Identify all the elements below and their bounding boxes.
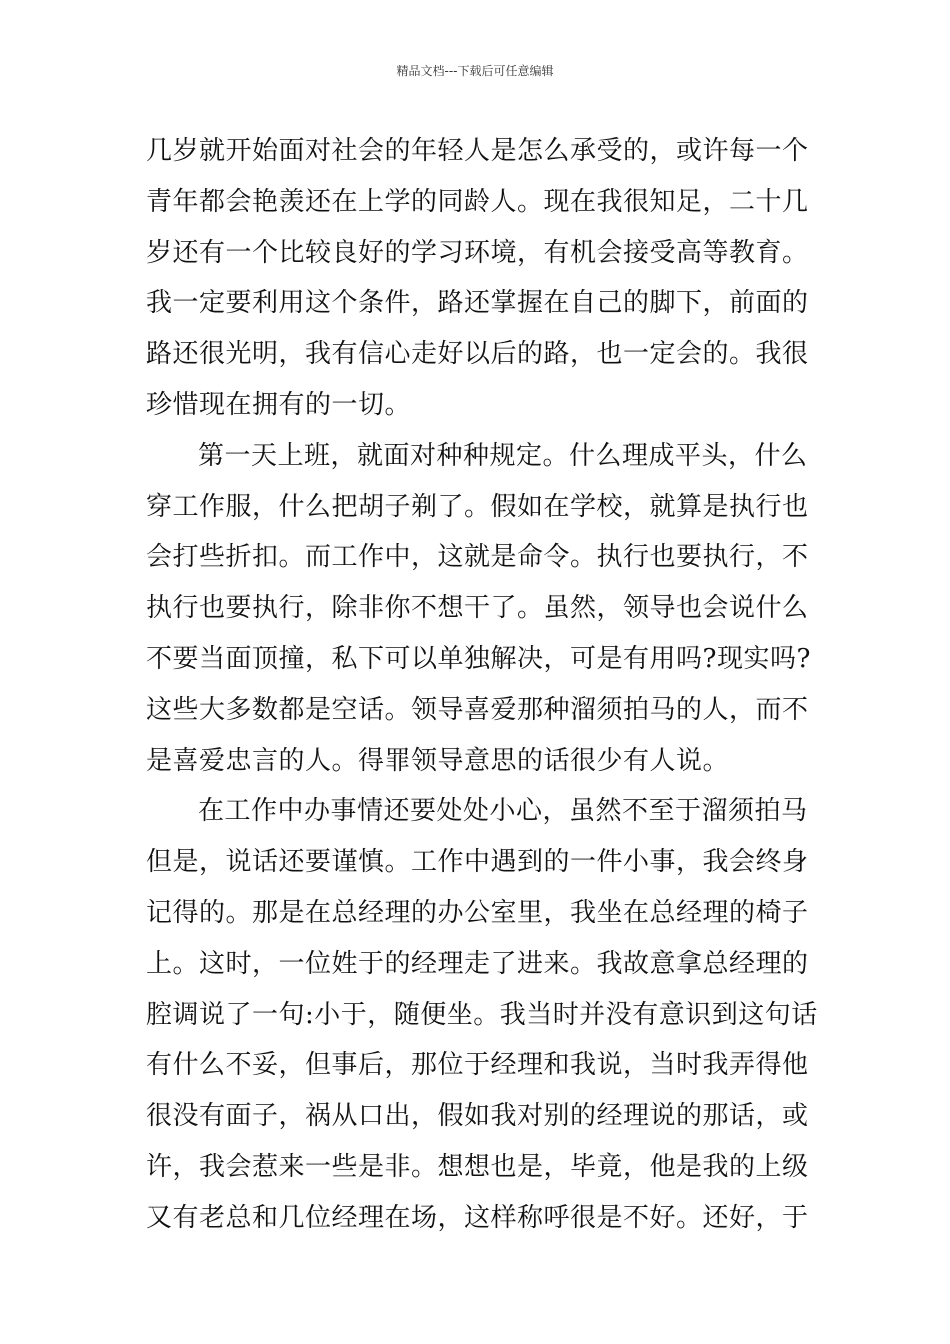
text-line: 上。这时，一位姓于的经理走了进来。我故意拿总经理的 [146,948,809,979]
paragraph-first-line: 在工作中办事情还要处处小心，虽然不至于溜须拍马 [198,796,808,827]
text-line: 很没有面子，祸从口出，假如我对别的经理说的那话，或 [146,1101,809,1132]
text-line: 我一定要利用这个条件，路还掌握在自己的脚下，前面的 [146,288,809,319]
text-line: 又有老总和几位经理在场，这样称呼很是不好。还好，于 [146,1202,809,1233]
text-line: 许，我会惹来一些是非。想想也是，毕竟，他是我的上级 [146,1151,809,1182]
text-line: 不要当面顶撞，私下可以单独解决，可是有用吗?现实吗? [146,643,811,674]
text-line: 是喜爱忠言的人。得罪领导意思的话很少有人说。 [146,745,730,776]
text-line: 岁还有一个比较良好的学习环境，有机会接受高等教育。 [146,237,809,268]
text-line: 腔调说了一句:小于，随便坐。我当时并没有意识到这句话 [146,999,818,1030]
page-header: 精品文档---下载后可任意编辑 [396,64,554,78]
text-line: 记得的。那是在总经理的办公室里，我坐在总经理的椅子 [146,897,809,928]
text-line: 路还很光明，我有信心走好以后的路，也一定会的。我很 [146,339,809,370]
text-line: 有什么不妥，但事后，那位于经理和我说，当时我弄得他 [146,1050,809,1081]
text-line: 珍惜现在拥有的一切。 [146,389,412,420]
document-body [146,126,818,1244]
text-line: 几岁就开始面对社会的年轻人是怎么承受的，或许每一个 [146,136,809,166]
paragraph-first-line: 第一天上班，就面对种种规定。什么理成平头，什么 [198,440,808,471]
text-line: 青年都会艳羡还在上学的同龄人。现在我很知足，二十几 [146,186,809,217]
text-line: 这些大多数都是空话。领导喜爱那种溜须拍马的人，而不 [146,694,809,725]
text-line: 穿工作服，什么把胡子剃了。假如在学校，就算是执行也 [146,491,809,522]
text-line: 但是，说话还要谨慎。工作中遇到的一件小事，我会终身 [146,847,809,878]
text-line: 会打些折扣。而工作中，这就是命令。执行也要执行，不 [146,542,809,573]
text-line: 执行也要执行，除非你不想干了。虽然，领导也会说什么 [146,593,809,624]
